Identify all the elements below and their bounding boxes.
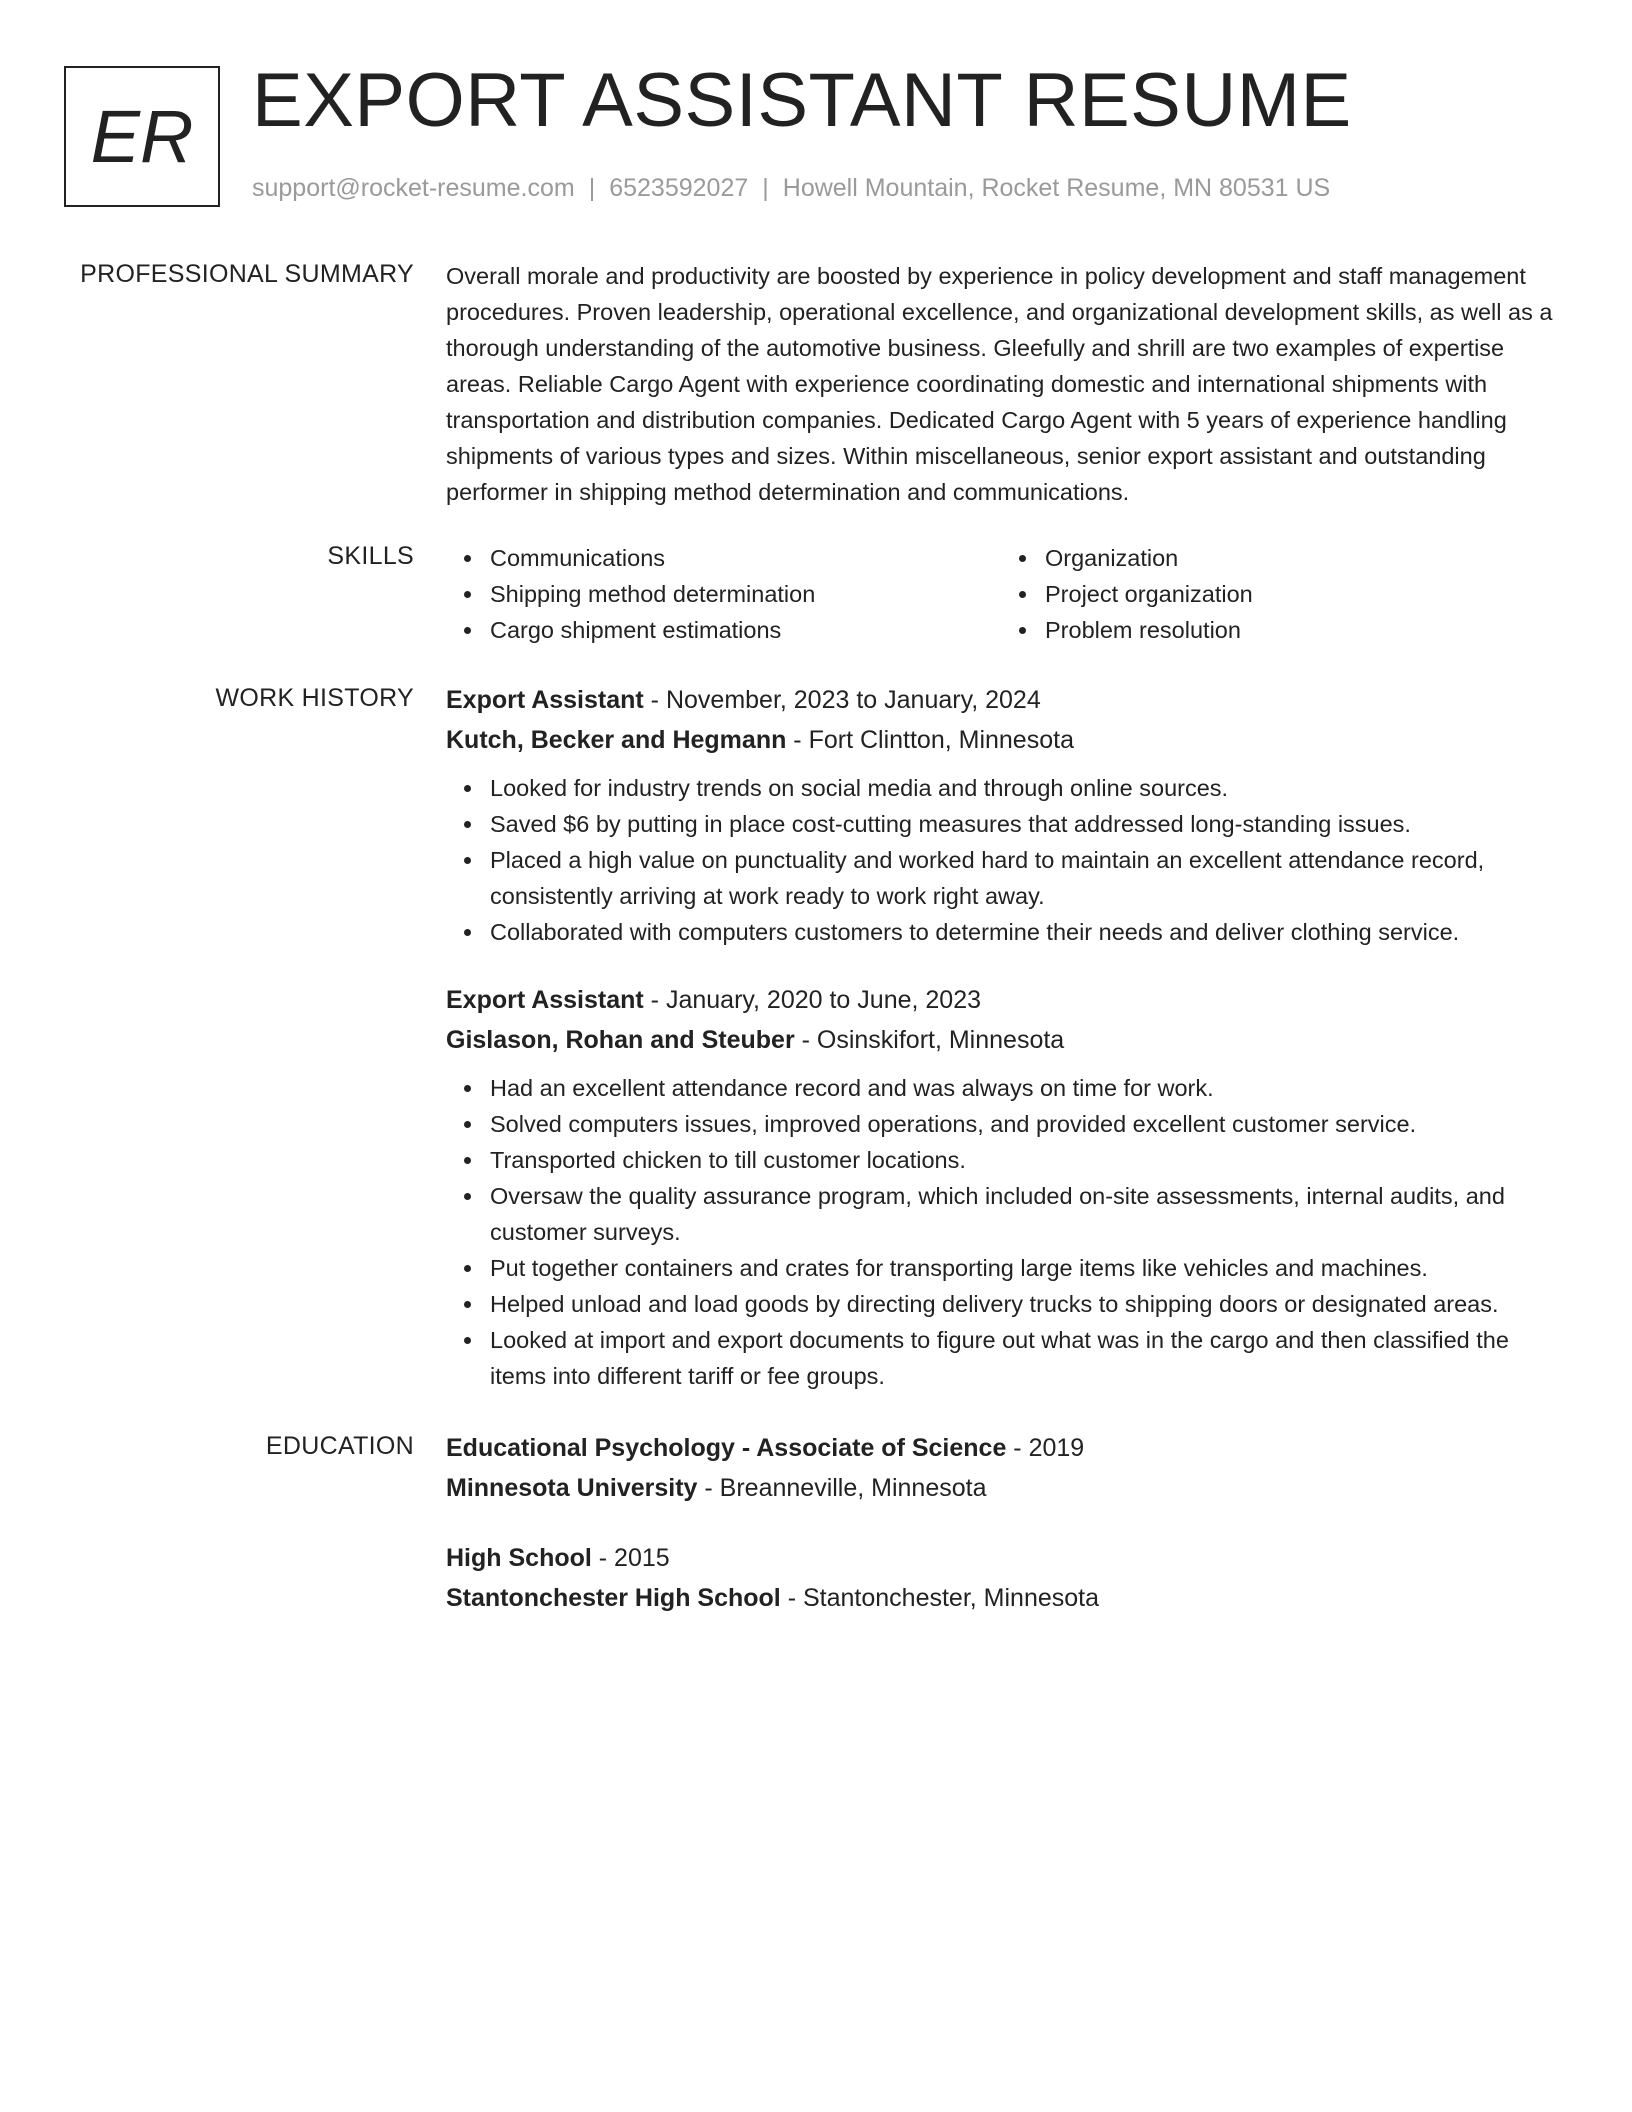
job-title: Export Assistant: [446, 986, 644, 1014]
education-degree: High School: [446, 1544, 592, 1572]
job-duty: Helped unload and load goods by directing delivery trucks to shipping doors or designated areas.: [490, 1286, 1556, 1322]
job-duty: Saved $6 by putting in place cost-cutting measures that addressed long-standing issues.: [490, 806, 1556, 842]
education-school: Minnesota University: [446, 1474, 698, 1502]
job-entry: [446, 980, 1556, 1394]
job-duty: Transported chicken to till customer locations.: [490, 1142, 1556, 1178]
job-dates: - November, 2023 to January, 2024: [643, 686, 1041, 714]
skills-heading: SKILLS: [327, 542, 414, 570]
contact-email[interactable]: support@rocket-resume.com: [252, 174, 575, 202]
skill-item: Problem resolution: [1045, 612, 1556, 648]
job-duty: Solved computers issues, improved operations, and provided excellent customer service.: [490, 1106, 1556, 1142]
job-duty: Had an excellent attendance record and was always on time for work.: [490, 1070, 1556, 1106]
education-degree: Educational Psychology - Associate of Science: [446, 1434, 1007, 1462]
education-location: - Breanneville, Minnesota: [697, 1474, 987, 1502]
education-heading: EDUCATION: [265, 1432, 414, 1460]
job-duty: Placed a high value on punctuality and worked hard to maintain an excellent attendance record, consistently arriving at work ready to work right away.: [490, 842, 1556, 914]
education-entry: [446, 1428, 1556, 1508]
education-school: Stantonchester High School: [446, 1584, 781, 1612]
contact-separator: |: [762, 174, 769, 202]
job-dates: - January, 2020 to June, 2023: [643, 986, 982, 1014]
job-duties-list: [446, 1070, 1556, 1394]
job-company: Kutch, Becker and Hegmann: [446, 726, 787, 754]
education-school-line: [446, 1468, 1556, 1508]
skill-item: Communications: [490, 540, 1001, 576]
education-year: - 2019: [1006, 1434, 1085, 1462]
summary-text: Overall morale and productivity are boosted by experience in policy development and staff management procedures. Proven leadership, operational excellence, and organizational development skills, as well as a thorough understanding of the automotive business. Gleefully and shrill are two examples of expertise areas. Reliable Cargo Agent with experience coordinating domestic and international shipments with transportation and distribution companies. Dedicated Cargo Agent with 5 years of experience handling shipments of various types and sizes. Within miscellaneous, senior export assistant and outstanding performer in shipping method determination and communications.: [446, 263, 1553, 505]
job-title-line: [446, 680, 1556, 720]
skill-item: Project organization: [1045, 576, 1556, 612]
education-entry: [446, 1538, 1556, 1618]
skill-item: Shipping method determination: [490, 576, 1001, 612]
job-duty: Oversaw the quality assurance program, which included on-site assessments, internal audits, and customer surveys.: [490, 1178, 1556, 1250]
skills-right-list: [1001, 540, 1556, 648]
education-location: - Stantonchester, Minnesota: [780, 1584, 1100, 1612]
skill-item: Organization: [1045, 540, 1556, 576]
skills-body: [446, 540, 1556, 648]
contact-separator: |: [588, 174, 596, 202]
monogram-logo: ER: [64, 66, 220, 207]
education-year: - 2015: [591, 1544, 670, 1572]
contact-phone[interactable]: 6523592027: [609, 174, 749, 202]
job-duty: Looked for industry trends on social media and through online sources.: [490, 770, 1556, 806]
job-duties-list: [446, 770, 1556, 950]
job-title-line: [446, 980, 1556, 1020]
education-body: [446, 1428, 1556, 1618]
contact-address: Howell Mountain, Rocket Resume, MN 80531 US: [782, 174, 1331, 202]
job-company: Gislason, Rohan and Steuber: [446, 1026, 795, 1054]
job-location: - Osinskifort, Minnesota: [794, 1026, 1065, 1054]
job-company-line: [446, 1020, 1556, 1060]
skills-left-list: [446, 540, 1001, 648]
work-history-body: [446, 680, 1556, 1394]
work-history-heading: WORK HISTORY: [215, 684, 414, 712]
education-degree-line: [446, 1538, 1556, 1578]
job-duty: Looked at import and export documents to figure out what was in the cargo and then classified the items into different tariff or fee groups.: [490, 1322, 1556, 1394]
skill-item: Cargo shipment estimations: [490, 612, 1001, 648]
education-degree-line: [446, 1428, 1556, 1468]
job-title: Export Assistant: [446, 686, 644, 714]
job-company-line: [446, 720, 1556, 760]
summary-heading: PROFESSIONAL SUMMARY: [80, 260, 414, 288]
job-duty: Collaborated with computers customers to determine their needs and deliver clothing service.: [490, 914, 1556, 950]
contact-line: [252, 174, 1330, 203]
job-entry: [446, 680, 1556, 950]
job-duty: Put together containers and crates for transporting large items like vehicles and machines.: [490, 1250, 1556, 1286]
education-school-line: [446, 1578, 1556, 1618]
page-title: EXPORT ASSISTANT RESUME: [252, 58, 1352, 143]
job-location: - Fort Clintton, Minnesota: [786, 726, 1074, 754]
summary-body: [446, 258, 1556, 510]
